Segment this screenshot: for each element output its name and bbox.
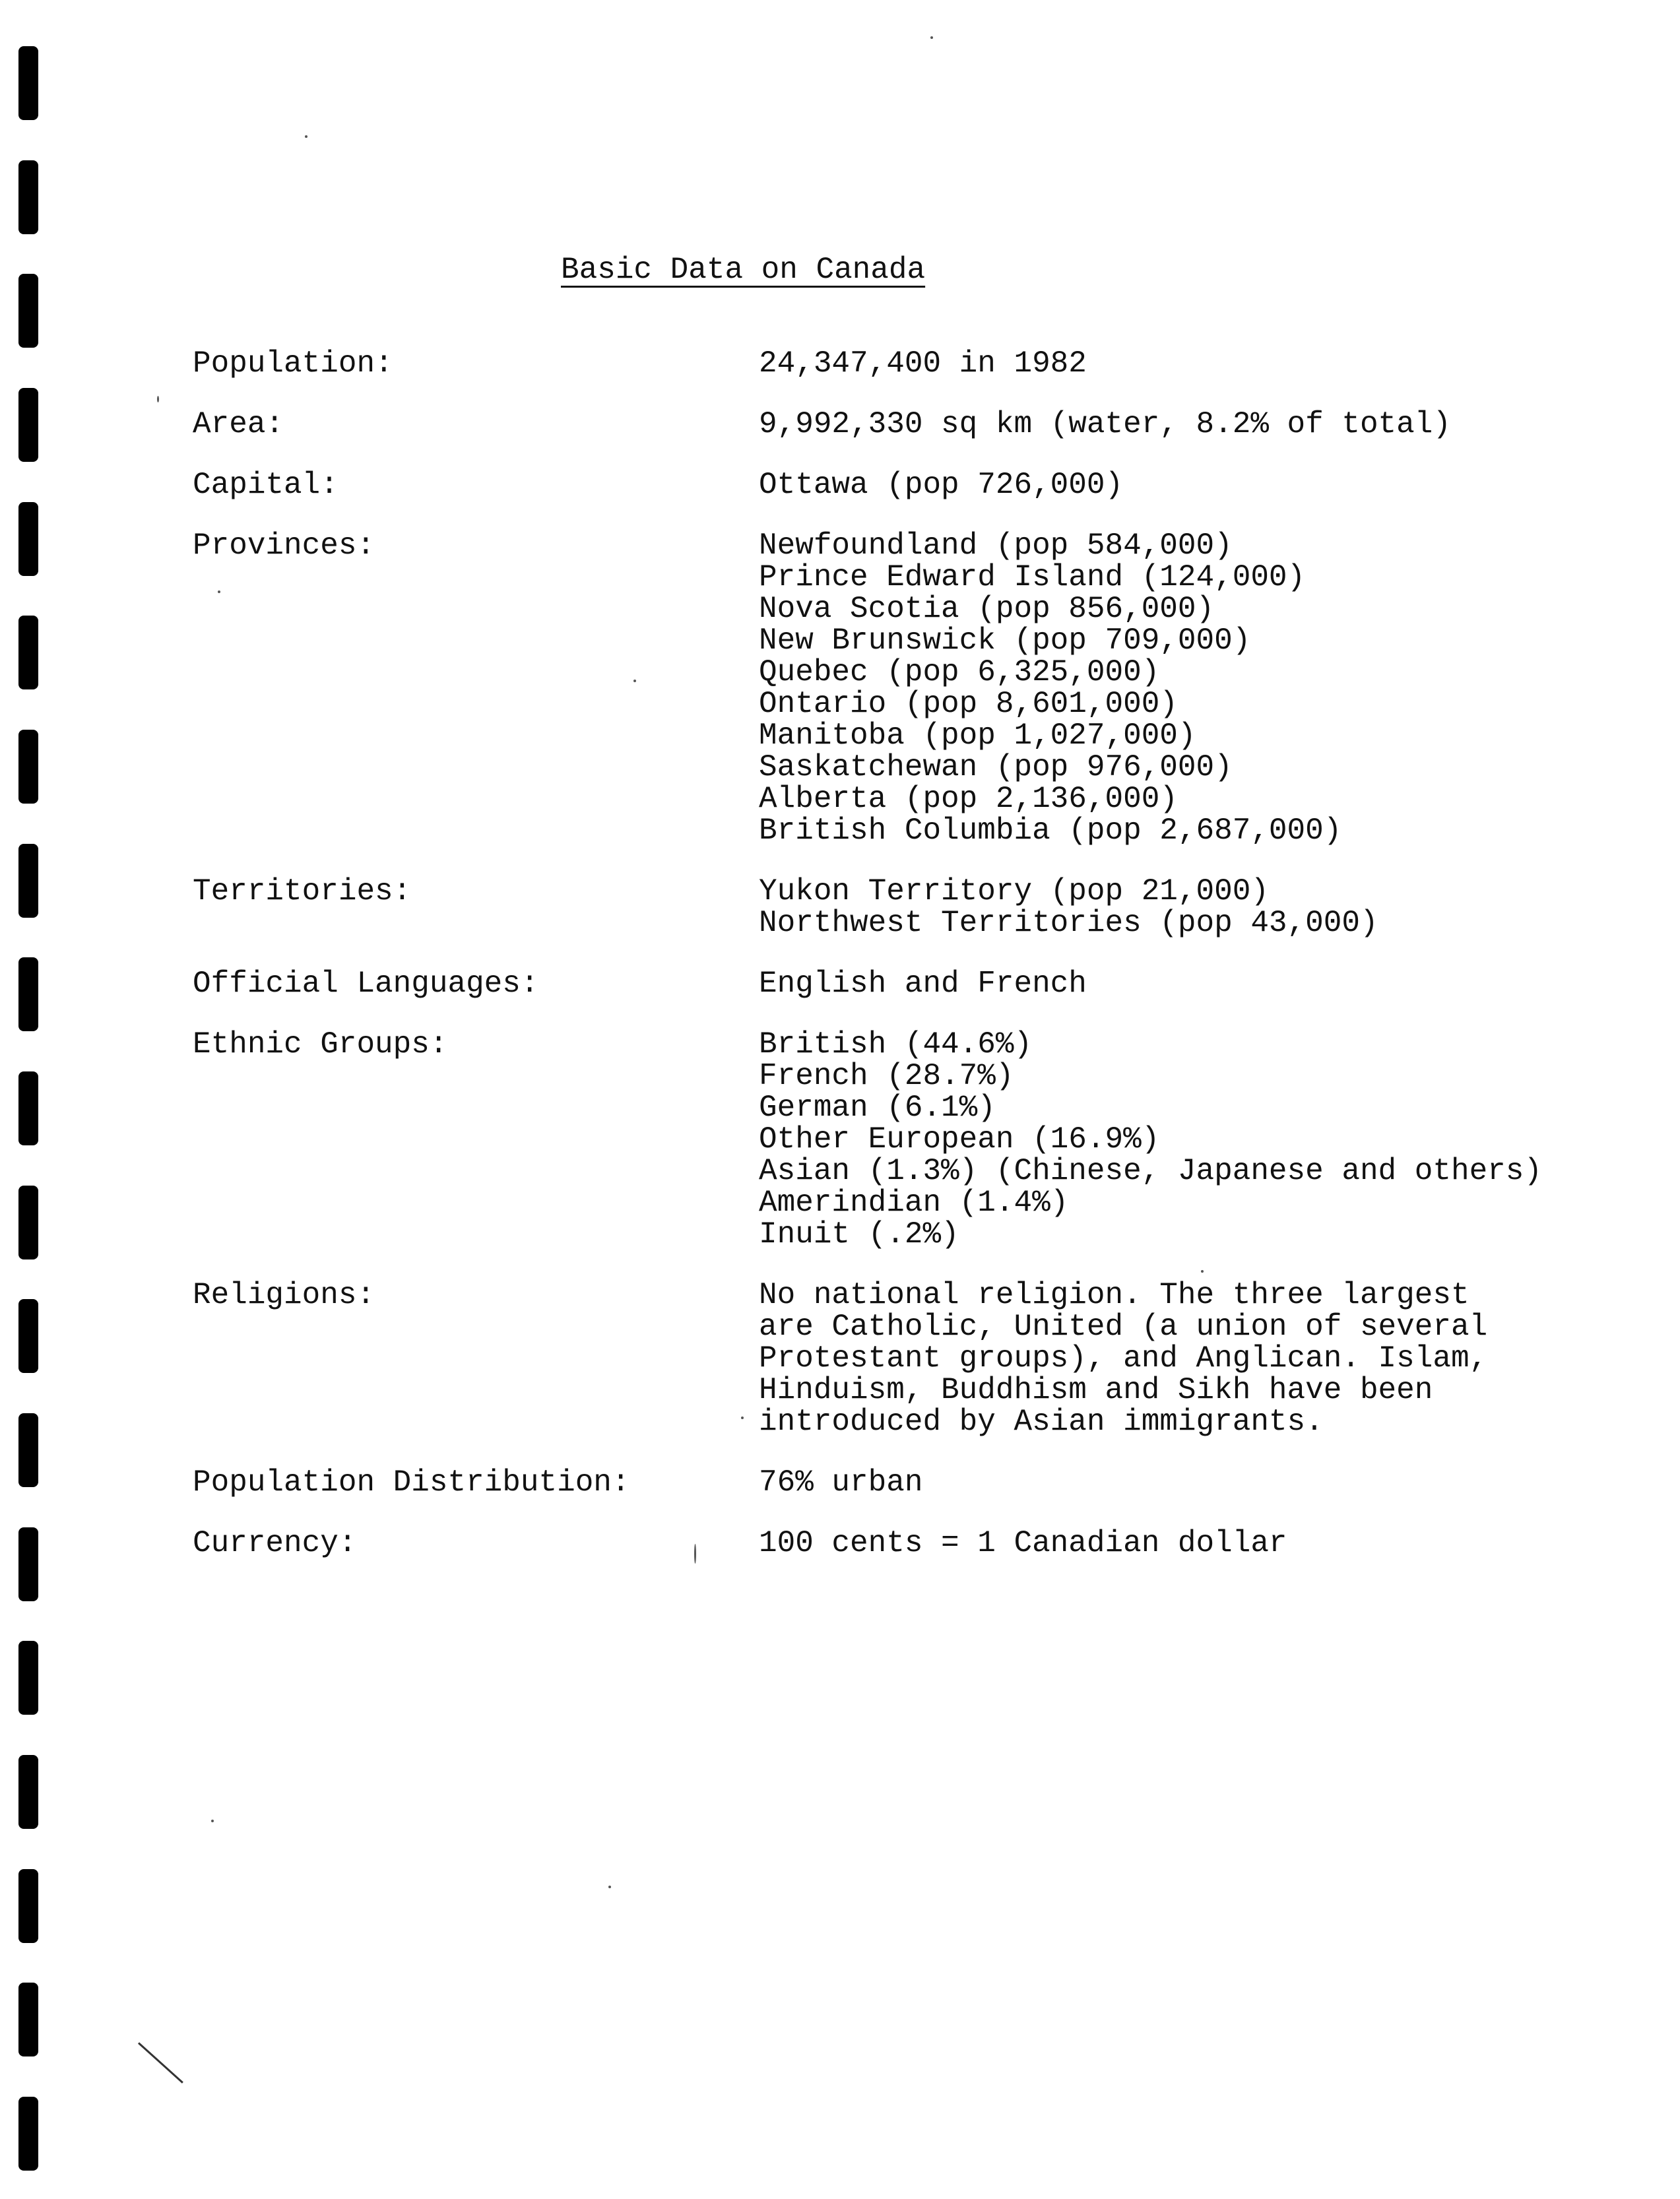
data-value-line: British (44.6%) <box>759 1027 1033 1062</box>
data-value-line: Newfoundland (pop 584,000) <box>759 528 1233 563</box>
data-row <box>193 408 1611 440</box>
punch-hole <box>18 844 38 918</box>
binder-punch-holes <box>18 46 40 2171</box>
data-value-line: Other European (16.9%) <box>759 1122 1160 1157</box>
punch-hole <box>18 616 38 689</box>
punch-hole <box>18 1755 38 1829</box>
data-value-line: 24,347,400 in 1982 <box>759 346 1087 381</box>
data-values <box>759 469 1611 501</box>
data-row <box>193 348 1611 379</box>
scan-speck <box>694 1544 696 1564</box>
data-value-line: German (6.1%) <box>759 1091 996 1125</box>
data-value-line: Nova Scotia (pop 856,000) <box>759 592 1215 626</box>
data-label: Ethnic Groups: <box>193 1027 448 1062</box>
punch-hole <box>18 1527 38 1601</box>
punch-hole <box>18 502 38 576</box>
punch-hole <box>18 1299 38 1373</box>
data-values <box>759 408 1611 440</box>
punch-hole <box>18 160 38 234</box>
punch-hole <box>18 1983 38 2056</box>
data-row <box>193 968 1611 1000</box>
scan-speck <box>211 1820 214 1822</box>
data-value-line: Inuit (.2%) <box>759 1217 959 1252</box>
data-value-line: Northwest Territories (pop 43,000) <box>759 906 1378 940</box>
data-row <box>193 876 1611 939</box>
punch-hole <box>18 1869 38 1943</box>
data-value-line: English and French <box>759 967 1087 1001</box>
scan-speck <box>608 1886 611 1888</box>
data-label: Currency: <box>193 1526 357 1560</box>
data-value-line: Hinduism, Buddhism and Sikh have been <box>759 1373 1433 1407</box>
data-value-line: French (28.7%) <box>759 1059 1014 1093</box>
data-values <box>759 1029 1611 1250</box>
data-value-line: 76% urban <box>759 1465 923 1500</box>
data-values <box>759 876 1611 939</box>
punch-hole <box>18 1641 38 1715</box>
data-label: Religions: <box>193 1278 375 1312</box>
data-value-line: Prince Edward Island (124,000) <box>759 560 1306 594</box>
data-row <box>193 530 1611 846</box>
data-label: Population: <box>193 346 393 381</box>
data-row <box>193 469 1611 501</box>
data-label: Provinces: <box>193 528 375 563</box>
data-value-line: British Columbia (pop 2,687,000) <box>759 813 1342 848</box>
data-values <box>759 348 1611 379</box>
data-table <box>193 348 1611 1588</box>
data-label: Area: <box>193 407 284 441</box>
data-values <box>759 1279 1611 1438</box>
punch-hole <box>18 388 38 462</box>
scan-speck <box>930 36 933 39</box>
data-label: Official Languages: <box>193 967 539 1001</box>
data-value-line: New Brunswick (pop 709,000) <box>759 623 1251 658</box>
data-value-line: Amerindian (1.4%) <box>759 1186 1069 1220</box>
data-value-line: Alberta (pop 2,136,000) <box>759 782 1178 816</box>
data-row <box>193 1527 1611 1559</box>
data-row <box>193 1029 1611 1250</box>
data-value-line: 9,992,330 sq km (water, 8.2% of total) <box>759 407 1451 441</box>
punch-hole <box>18 730 38 804</box>
punch-hole <box>18 274 38 348</box>
data-value-line: Protestant groups), and Anglican. Islam, <box>759 1341 1488 1376</box>
data-values <box>759 1527 1611 1559</box>
data-value-line: Asian (1.3%) (Chinese, Japanese and others) <box>759 1154 1542 1188</box>
data-label: Territories: <box>193 874 412 908</box>
scan-speck <box>633 680 636 682</box>
punch-hole <box>18 2097 38 2171</box>
punch-hole <box>18 1186 38 1259</box>
page-title: Basic Data on Canada <box>561 253 926 287</box>
punch-hole <box>18 46 38 120</box>
scan-speck <box>157 396 159 402</box>
data-value-line: Ottawa (pop 726,000) <box>759 468 1124 502</box>
scan-speck <box>218 590 220 593</box>
data-value-line: Quebec (pop 6,325,000) <box>759 655 1160 689</box>
punch-hole <box>18 1071 38 1145</box>
data-value-line: Ontario (pop 8,601,000) <box>759 687 1178 721</box>
data-value-line: Saskatchewan (pop 976,000) <box>759 750 1233 784</box>
data-row <box>193 1467 1611 1498</box>
scan-speck <box>305 135 307 138</box>
data-values <box>759 968 1611 1000</box>
data-values <box>759 530 1611 846</box>
data-label: Capital: <box>193 468 339 502</box>
data-value-line: are Catholic, United (a union of several <box>759 1310 1488 1344</box>
data-value-line: introduced by Asian immigrants. <box>759 1405 1324 1439</box>
data-values <box>759 1467 1611 1498</box>
data-row <box>193 1279 1611 1438</box>
data-value-line: Yukon Territory (pop 21,000) <box>759 874 1269 908</box>
data-value-line: 100 cents = 1 Canadian dollar <box>759 1526 1287 1560</box>
scan-speck <box>1201 1270 1204 1273</box>
data-label: Population Distribution: <box>193 1465 630 1500</box>
data-value-line: Manitoba (pop 1,027,000) <box>759 718 1196 753</box>
punch-hole <box>18 1413 38 1487</box>
data-value-line: No national religion. The three largest <box>759 1278 1470 1312</box>
punch-hole <box>18 957 38 1031</box>
scan-speck <box>741 1417 744 1419</box>
pen-stroke <box>138 2042 183 2083</box>
